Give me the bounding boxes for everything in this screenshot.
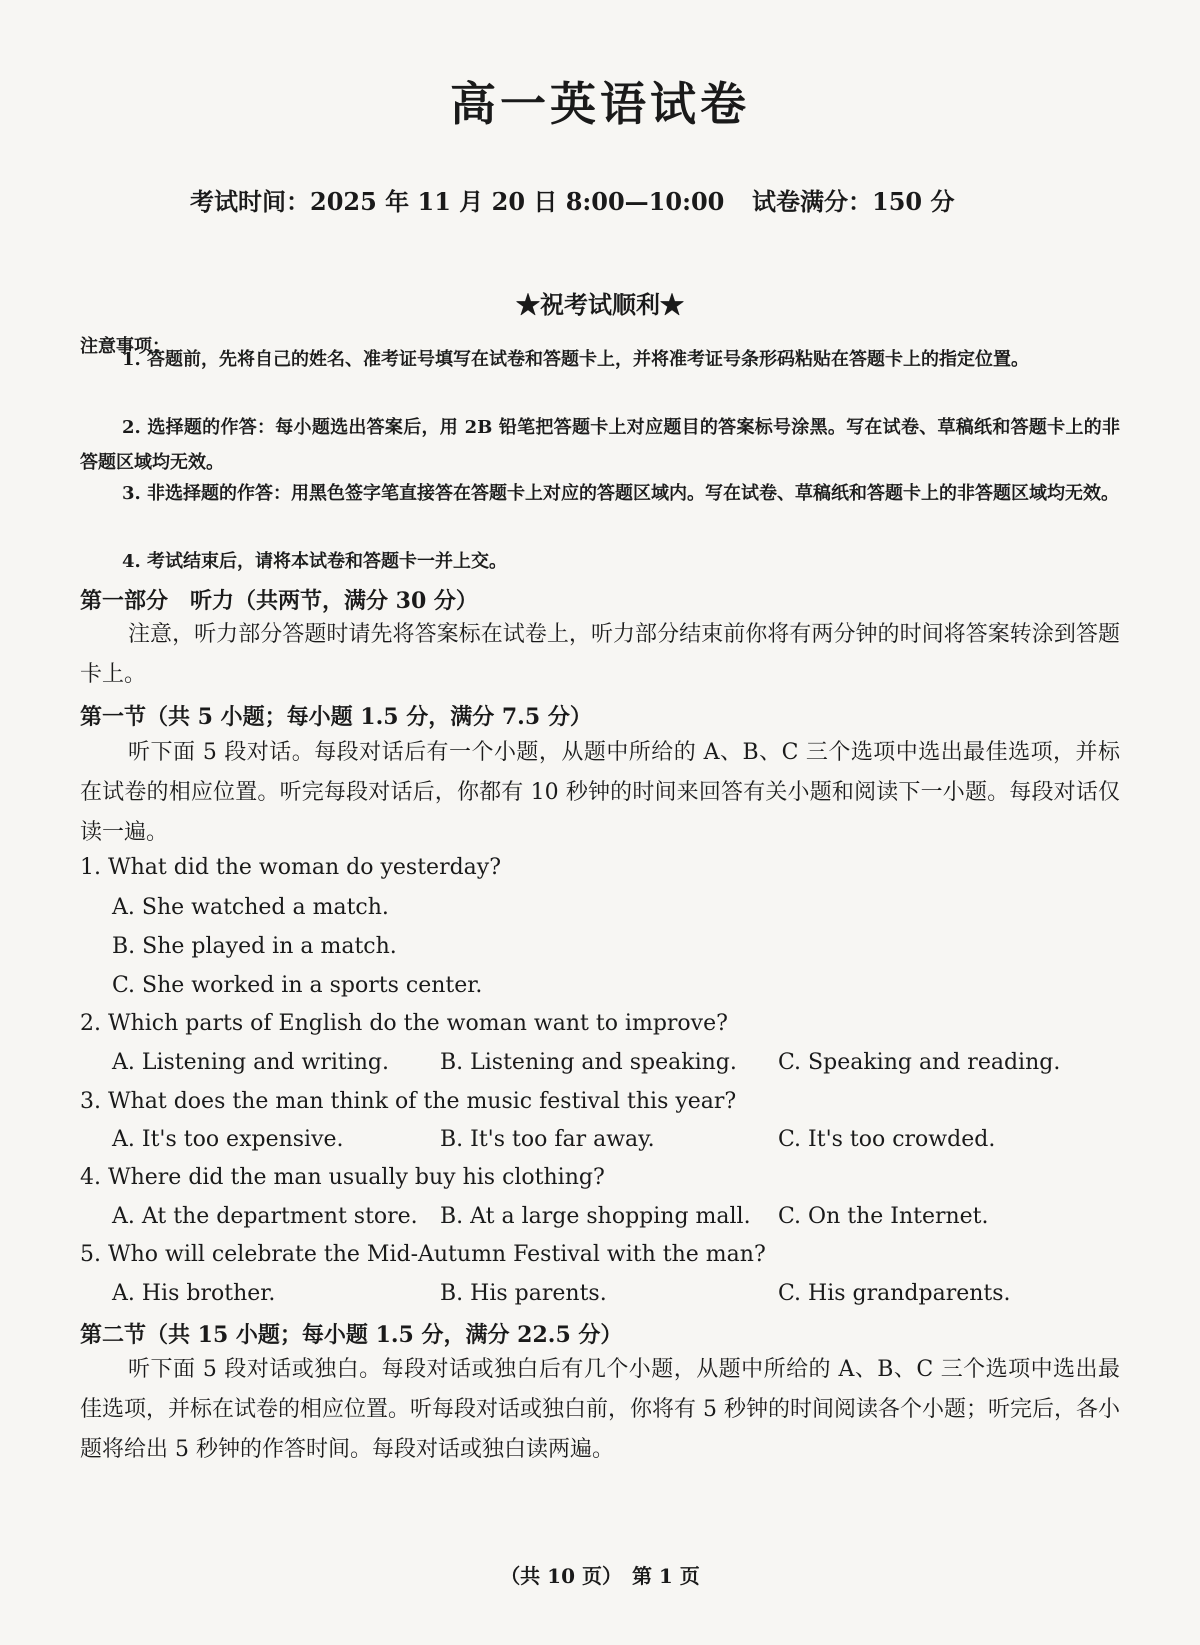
answer-option: B. It's too far away. [440,1127,655,1152]
answer-option: C. Speaking and reading. [778,1050,1061,1075]
part1-heading: 第一部分 听力（共两节，满分 30 分） [80,588,478,614]
answer-option: B. At a large shopping mall. [440,1204,751,1229]
answer-option: A. His brother. [112,1281,276,1306]
answer-option: A. At the department store. [112,1204,418,1229]
note-item: 3. 非选择题的作答：用黑色签字笔直接答在答题卡上对应的答题区域内。写在试卷、草稿纸和答题卡上的非答题区域均无效。 [122,483,1120,504]
page-title: 高一英语试卷 [450,77,750,131]
section1-instructions: 听下面 5 段对话。每段对话后有一个小题，从题中所给的 A、B、C 三个选项中选出最佳选项，并标在试卷的相应位置。听完每段对话后，你都有 10 秒钟的时间来回答有关小题和阅读下一小题。每段对话仅读一遍。 [80,740,1120,845]
answer-option: A. She watched a match. [112,895,389,920]
question-stem: 3. What does the man think of the music festival this year? [80,1089,737,1114]
note-item: 2. 选择题的作答：每小题选出答案后，用 2B 铅笔把答题卡上对应题目的答案标号涂黑。写在试卷、草稿纸和答题卡上的非答题区域均无效。 [80,417,1120,473]
good-luck-banner: ★祝考试顺利★ [516,290,684,319]
part1-note: 注意，听力部分答题时请先将答案标在试卷上，听力部分结束前你将有两分钟的时间将答案转涂到答题卡上。 [80,622,1120,687]
question-stem: 1. What did the woman do yesterday? [80,855,502,880]
full-score: 试卷满分：150 分 [752,187,955,216]
answer-option: C. She worked in a sports center. [112,973,483,998]
section2-instructions: 听下面 5 段对话或独白。每段对话或独白后有几个小题，从题中所给的 A、B、C 三个选项中选出最佳选项，并标在试卷的相应位置。听每段对话或独白前，你将有 5 秒钟的时间阅读各个小题；听完后，各小题将给出 5 秒钟的作答时间。每段对话或独白读两遍。 [80,1357,1120,1462]
page-footer: （共 10 页） 第 1 页 [500,1564,700,1588]
answer-option: B. His parents. [440,1281,607,1306]
answer-option: B. Listening and speaking. [440,1050,737,1075]
question-stem: 5. Who will celebrate the Mid-Autumn Festival with the man? [80,1242,766,1267]
notes-heading: 注意事项： [80,336,170,357]
answer-option: A. It's too expensive. [112,1127,344,1152]
note-item: 1. 答题前，先将自己的姓名、准考证号填写在试卷和答题卡上，并将准考证号条形码粘贴在答题卡上的指定位置。 [122,349,1030,370]
answer-option: A. Listening and writing. [112,1050,389,1075]
answer-option: C. It's too crowded. [778,1127,996,1152]
note-item: 4. 考试结束后，请将本试卷和答题卡一并上交。 [122,551,508,572]
section1-heading: 第一节（共 5 小题；每小题 1.5 分，满分 7.5 分） [80,704,592,730]
answer-option: C. On the Internet. [778,1204,989,1229]
answer-option: B. She played in a match. [112,934,397,959]
question-stem: 2. Which parts of English do the woman want to improve? [80,1011,728,1036]
answer-option: C. His grandparents. [778,1281,1011,1306]
question-stem: 4. Where did the man usually buy his clothing? [80,1165,605,1190]
section2-heading: 第二节（共 15 小题；每小题 1.5 分，满分 22.5 分） [80,1322,623,1348]
exam-time: 考试时间：2025 年 11 月 20 日 8:00—10:00 [190,187,725,216]
